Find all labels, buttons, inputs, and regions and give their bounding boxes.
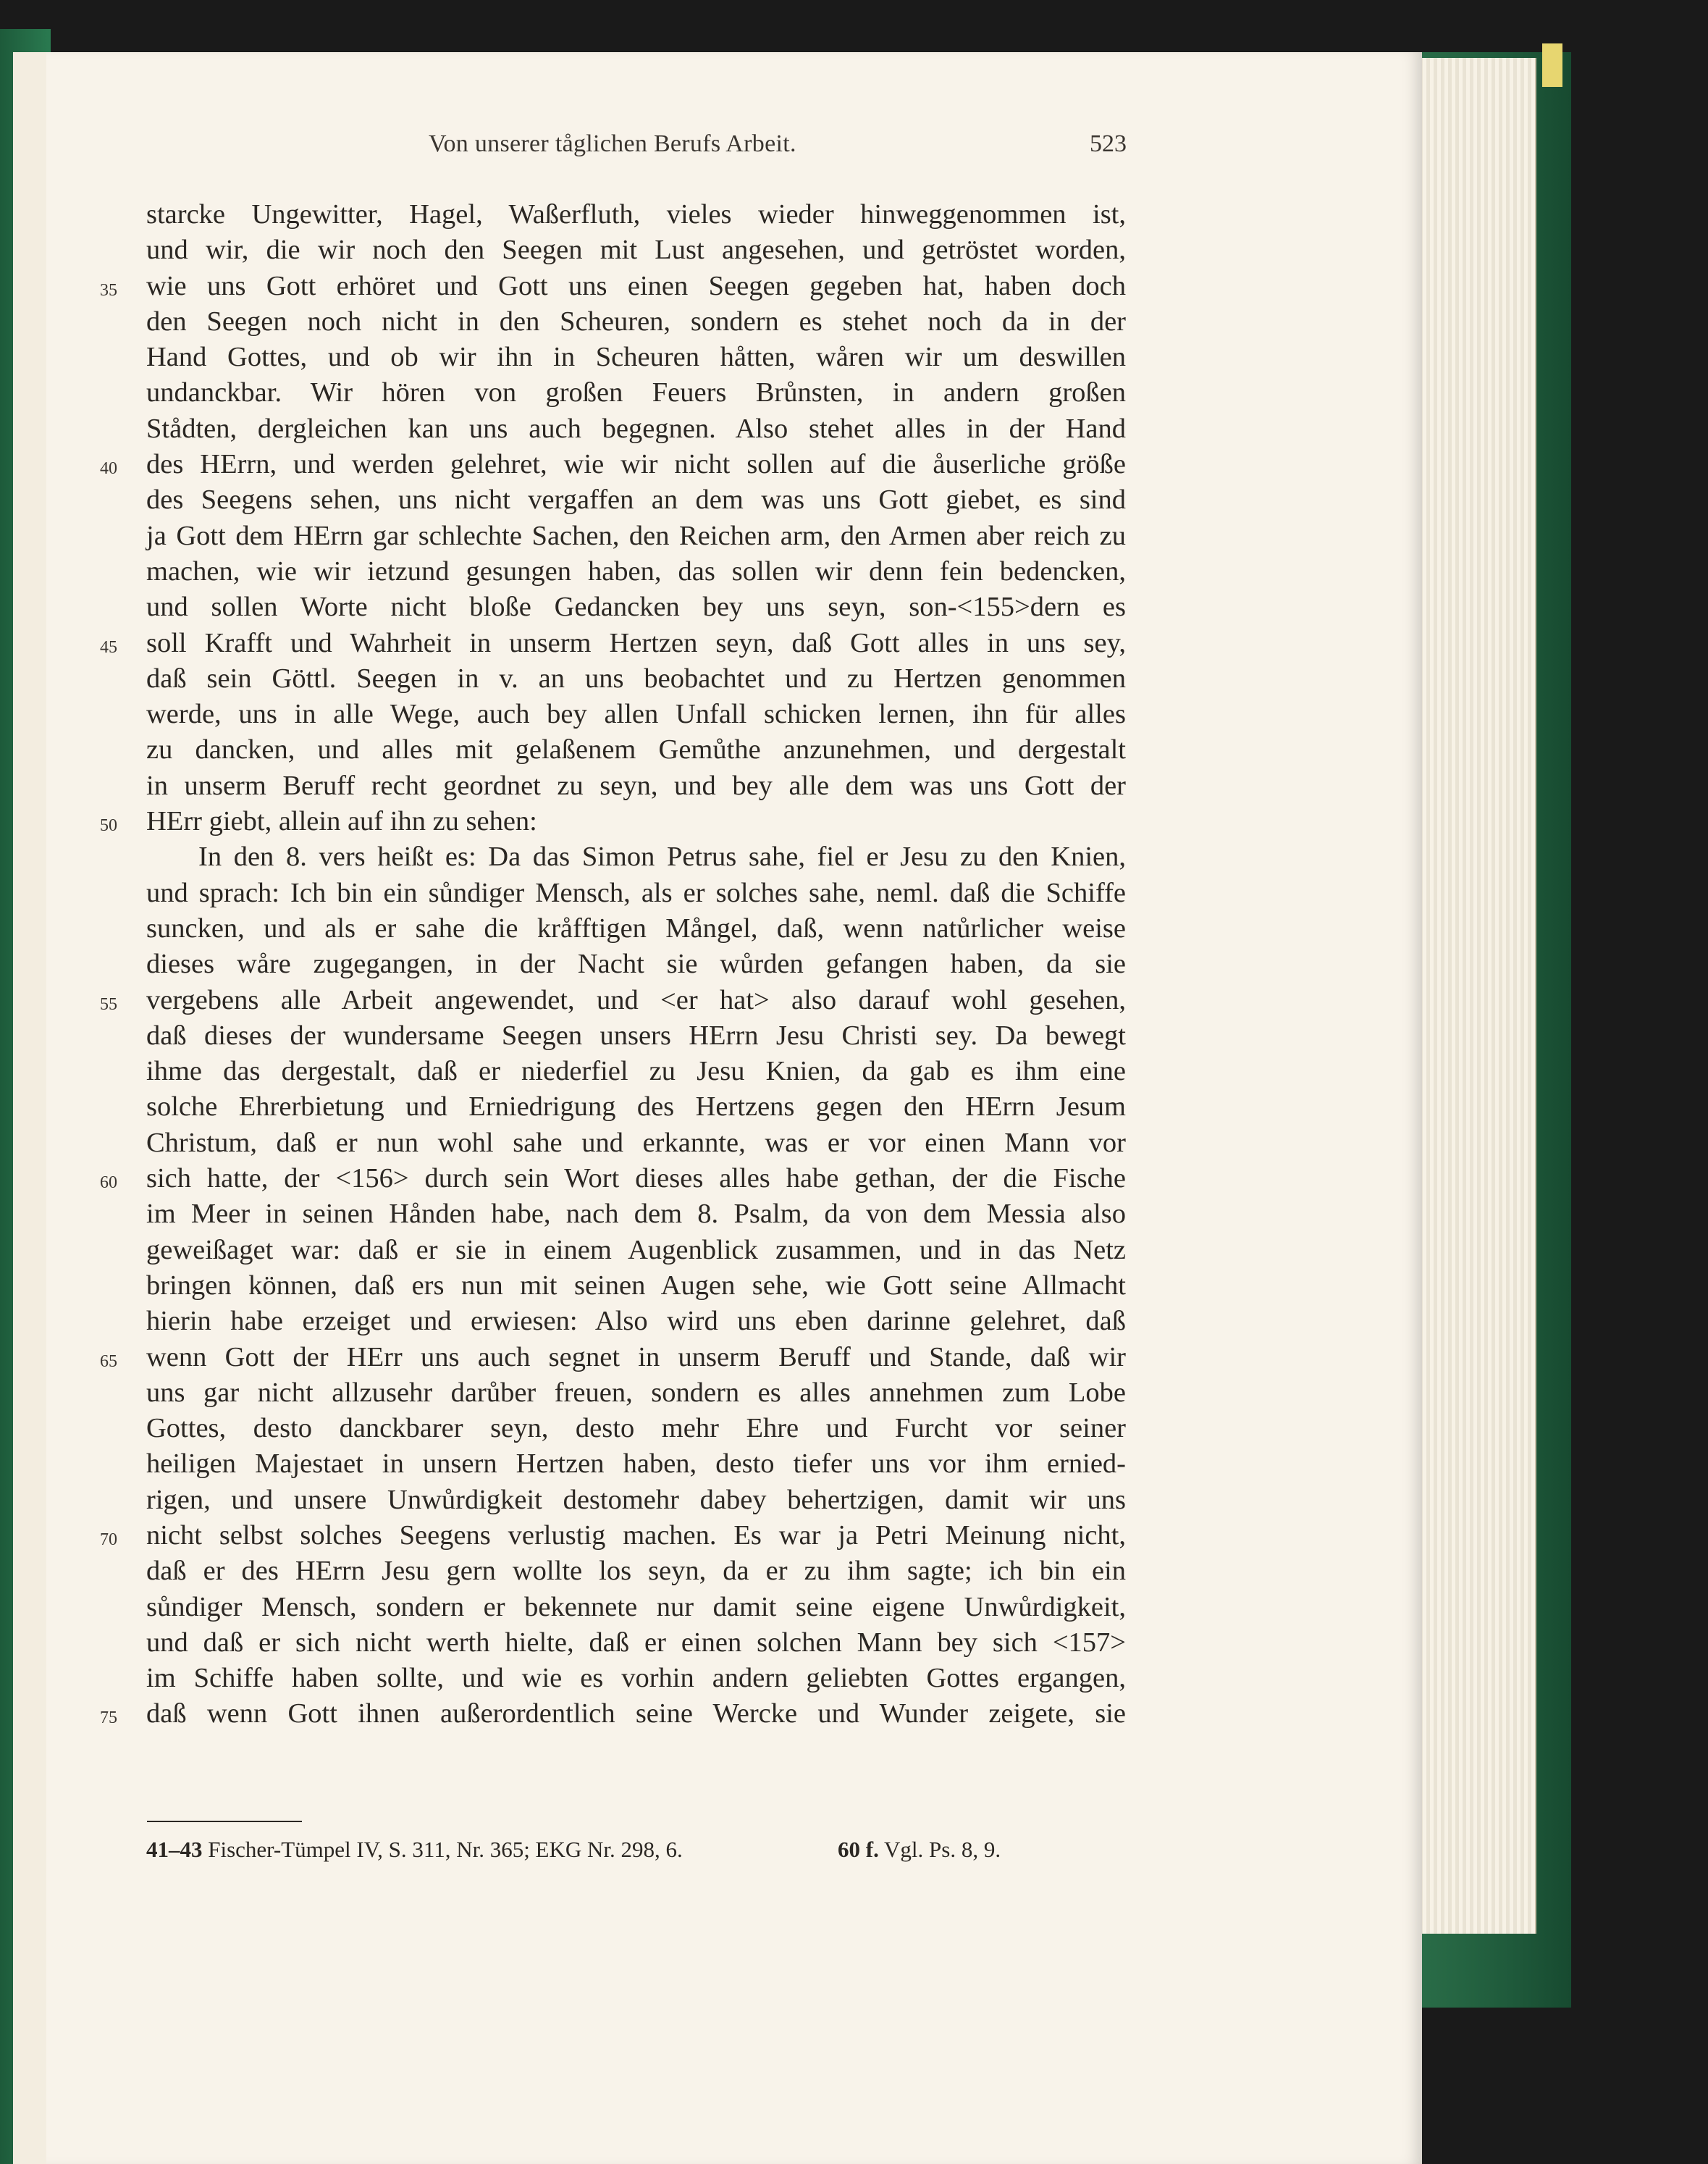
line-text: und daß er sich nicht werth hielte, daß er einen solchen Mann bey sich <157> (146, 1627, 1126, 1658)
text-line (146, 1054, 1126, 1089)
footnote-text: Vgl. Ps. 8, 9. (878, 1837, 1001, 1862)
text-line (146, 768, 1126, 804)
line-text: und sprach: Ich bin ein sůndiger Mensch, als er solches sahe, neml. daß die Schiffe (146, 877, 1126, 908)
line-number: 55 (100, 994, 117, 1014)
line-text: des HErrn, und werden gelehret, wie wir nicht sollen auf die åuserliche größe (146, 449, 1126, 480)
text-line (146, 661, 1126, 697)
line-text: daß er des HErrn Jesu gern wollte los seyn, da er zu ihm sagte; ich bin ein (146, 1556, 1126, 1587)
text-line (100, 626, 1126, 661)
line-text: und wir, die wir noch den Seegen mit Lust angesehen, und getröstet worden, (146, 235, 1126, 266)
text-line (146, 304, 1126, 340)
text-line (100, 1518, 1126, 1553)
text-line (146, 1590, 1126, 1625)
line-number: 70 (100, 1530, 117, 1549)
line-text: im Schiffe haben sollte, und wie es vorhin andern geliebten Gottes ergangen, (146, 1663, 1126, 1694)
text-line (146, 482, 1126, 518)
text-line (100, 1340, 1126, 1375)
page-edges (1405, 58, 1536, 1934)
line-text: Christum, daß er nun wohl sahe und erkannte, was er vor einen Mann vor (146, 1127, 1126, 1158)
line-number: 35 (100, 280, 117, 300)
footnote-2 (838, 1837, 1001, 1863)
footnote-rule (147, 1821, 302, 1822)
text-line (100, 447, 1126, 482)
main-text (100, 197, 1126, 1732)
line-text: in unserm Beruff recht geordnet zu seyn, und bey alle dem was uns Gott der (146, 770, 1126, 801)
line-text: bringen können, daß ers nun mit seinen Augen sehe, wie Gott seine Allmacht (146, 1270, 1126, 1301)
text-line (146, 554, 1126, 590)
line-text: vergebens alle Arbeit angewendet, und <er hat> also darauf wohl gesehen, (146, 984, 1126, 1015)
text-line (146, 1125, 1126, 1161)
line-text: nicht selbst solches Seegens verlustig machen. Es war ja Petri Meinung nicht, (146, 1519, 1126, 1551)
text-line (100, 1161, 1126, 1196)
text-line (100, 804, 1126, 839)
text-line (146, 876, 1126, 911)
text-line (146, 1411, 1126, 1446)
text-line (146, 197, 1126, 232)
text-line (146, 732, 1126, 768)
line-text: soll Krafft und Wahrheit in unserm Hertzen seyn, daß Gott alles in uns sey, (146, 627, 1126, 658)
text-line (146, 590, 1126, 625)
line-text: werde, uns in alle Wege, auch bey allen Unfall schicken lernen, ihn für alles (146, 699, 1126, 730)
line-text: solche Ehrerbietung und Erniedrigung des Hertzens gegen den HErrn Jesum (146, 1091, 1126, 1123)
line-text: starcke Ungewitter, Hagel, Waßerfluth, vieles wieder hinweggenommen ist, (146, 199, 1126, 230)
text-line (146, 1375, 1126, 1411)
text-line (146, 1089, 1126, 1125)
text-line (146, 1446, 1126, 1482)
line-number: 60 (100, 1173, 117, 1193)
footnote-ref: 60 f. (838, 1837, 879, 1862)
line-text: HErr giebt, allein auf ihn zu sehen: (146, 806, 537, 837)
line-number: 65 (100, 1351, 117, 1371)
line-text: rigen, und unsere Unwůrdigkeit destomehr dabey behertzigen, damit wir uns (146, 1484, 1126, 1515)
text-line (100, 269, 1126, 304)
line-number: 40 (100, 459, 117, 479)
footnote-1 (146, 1837, 683, 1862)
line-text: wenn Gott der HErr uns auch segnet in unserm Beruff und Stande, daß wir (146, 1341, 1126, 1372)
running-title: Von unserer tåglichen Berufs Arbeit. (429, 130, 796, 157)
line-text: suncken, und als er sahe die kråfftigen Mångel, daß, wenn natůrlicher weise (146, 913, 1126, 944)
line-text: undanckbar. Wir hören von großen Feuers Brůnsten, in andern großen (146, 377, 1126, 408)
text-line (146, 411, 1126, 447)
line-text: machen, wie wir ietzund gesungen haben, das sollen wir denn fein bedencken, (146, 555, 1126, 587)
text-line (146, 839, 1126, 875)
footnotes (146, 1837, 1160, 1863)
text-line (146, 1196, 1126, 1232)
line-text: daß wenn Gott ihnen außerordentlich seine Wercke und Wunder zeigete, sie (146, 1698, 1126, 1729)
line-text: und sollen Worte nicht bloße Gedancken bey uns seyn, son-<155>dern es (146, 592, 1126, 623)
line-text: daß sein Göttl. Seegen in v. an uns beobachtet und zu Hertzen genommen (146, 663, 1126, 694)
line-text: In den 8. vers heißt es: Da das Simon Petrus sahe, fiel er Jesu zu den Knien, (198, 842, 1126, 873)
line-text: uns gar nicht allzusehr darůber freuen, sondern es alles annehmen zum Lobe (146, 1377, 1126, 1408)
text-line (100, 983, 1126, 1018)
footnote-ref: 41–43 (146, 1837, 203, 1862)
line-text: Gottes, desto danckbarer seyn, desto mehr Ehre und Furcht vor seiner (146, 1413, 1126, 1444)
text-line (146, 1625, 1126, 1661)
text-line (146, 697, 1126, 732)
text-line (146, 340, 1126, 375)
text-line (146, 1661, 1126, 1696)
text-line (146, 1482, 1126, 1518)
page-number: 523 (1090, 130, 1127, 157)
line-text: daß dieses der wundersame Seegen unsers HErrn Jesu Christi sey. Da bewegt (146, 1020, 1126, 1051)
line-text: des Seegens sehen, uns nicht vergaffen an dem was uns Gott giebet, es sind (146, 485, 1126, 516)
line-text: ja Gott dem HErrn gar schlechte Sachen, den Reichen arm, den Armen aber reich zu (146, 520, 1126, 551)
footnote-text: Fischer-Tümpel IV, S. 311, Nr. 365; EKG Nr. 298, 6. (202, 1837, 683, 1862)
line-text: sůndiger Mensch, sondern er bekennete nur damit seine eigene Unwůrdigkeit, (146, 1591, 1126, 1622)
text-line (146, 375, 1126, 411)
line-number: 75 (100, 1708, 117, 1728)
text-line (146, 1553, 1126, 1589)
bookmark-ribbon (1542, 43, 1562, 87)
line-text: sich hatte, der <156> durch sein Wort dieses alles habe gethan, der die Fische (146, 1163, 1126, 1194)
text-line (100, 1696, 1126, 1732)
line-text: dieses wåre zugegangen, in der Nacht sie wůrden gefangen haben, da sie (146, 949, 1126, 980)
text-line (146, 911, 1126, 947)
line-text: wie uns Gott erhöret und Gott uns einen Seegen gegeben hat, haben doch (146, 270, 1126, 301)
line-text: ihme das dergestalt, daß er niederfiel zu Jesu Knien, da gab es ihm eine (146, 1056, 1126, 1087)
line-text: geweißaget war: daß er sie in einem Augenblick zusammen, und in das Netz (146, 1234, 1126, 1265)
line-number: 45 (100, 637, 117, 657)
line-text: heiligen Majestaet in unsern Hertzen haben, desto tiefer uns vor ihm ernied- (146, 1448, 1126, 1480)
line-text: im Meer in seinen Hånden habe, nach dem 8. Psalm, da von dem Messia also (146, 1199, 1126, 1230)
text-line (146, 1018, 1126, 1054)
text-line (146, 232, 1126, 268)
line-text: den Seegen noch nicht in den Scheuren, sondern es stehet noch da in der (146, 306, 1126, 337)
line-text: hierin habe erzeiget und erwiesen: Also wird uns eben darinne gelehret, daß (146, 1306, 1126, 1337)
text-line (146, 1233, 1126, 1268)
line-text: Stådten, dergleichen kan uns auch begegnen. Also stehet alles in der Hand (146, 413, 1126, 444)
line-text: zu dancken, und alles mit gelaßenem Gemůthe anzunehmen, und dergestalt (146, 734, 1126, 766)
line-number: 50 (100, 816, 117, 836)
text-line (146, 519, 1126, 554)
text-line (146, 947, 1126, 982)
line-text: Hand Gottes, und ob wir ihn in Scheuren håtten, wåren wir um deswillen (146, 342, 1126, 373)
text-line (146, 1304, 1126, 1339)
text-line (146, 1268, 1126, 1304)
running-head (429, 130, 1127, 158)
